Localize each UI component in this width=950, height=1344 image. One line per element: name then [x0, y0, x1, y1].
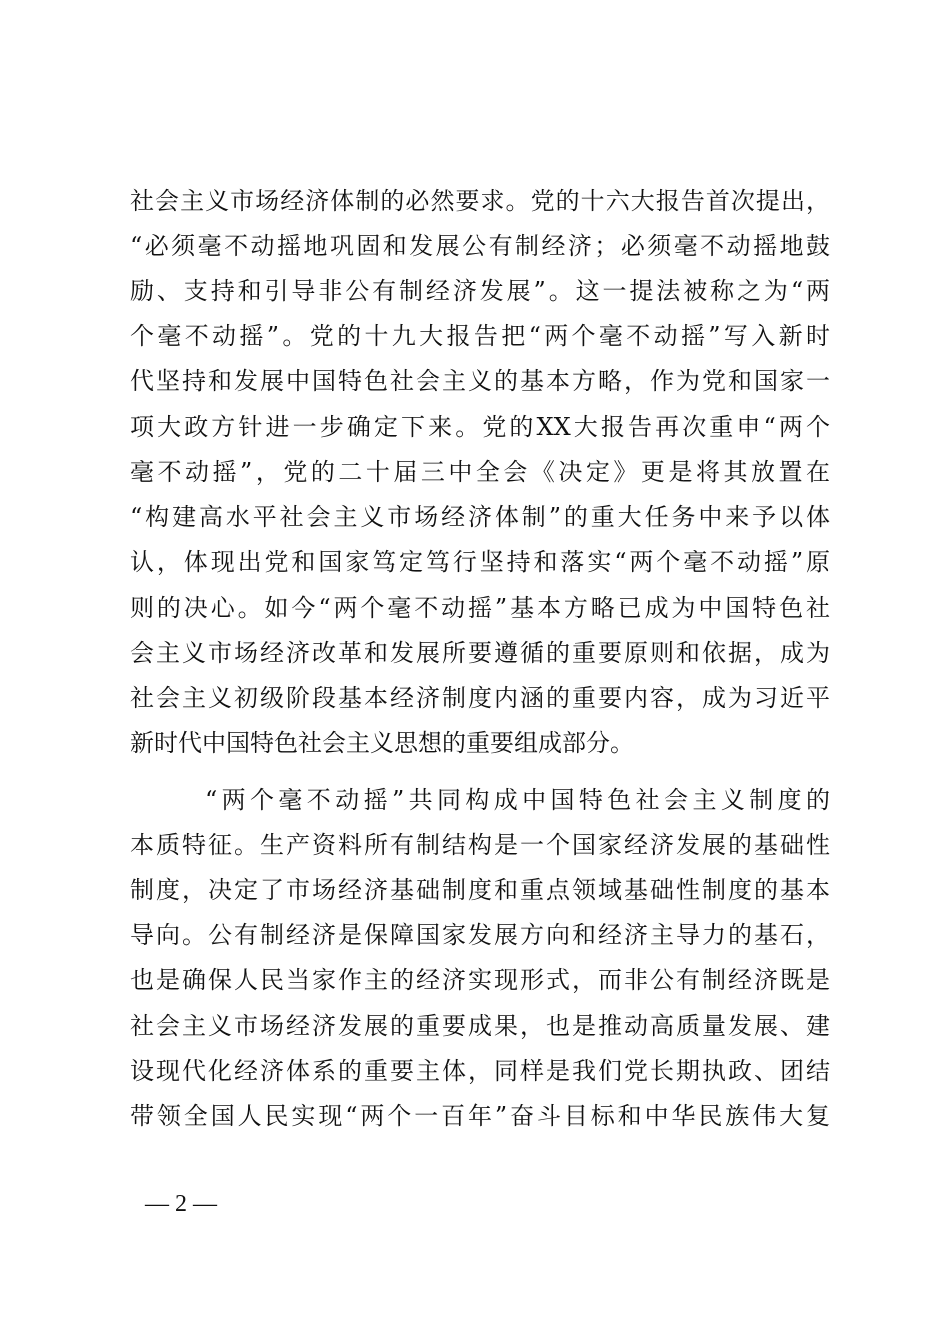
paragraph-1-line-6: 项大政方针进一步确定下来。党的XX大报告再次重申“两个 [130, 413, 830, 441]
paragraph-2-line-3: 制度，决定了市场经济基础制度和重点领域基础性制度的基本 [130, 876, 830, 904]
paragraph-1-line-3: 励、支持和引导非公有制经济发展”。这一提法被称之为“两 [130, 277, 830, 305]
paragraph-2-line-5: 也是确保人民当家作主的经济实现形式，而非公有制经济既是 [130, 966, 830, 994]
paragraph-2-line-6: 社会主义市场经济发展的重要成果，也是推动高质量发展、建 [130, 1012, 830, 1040]
paragraph-2-line-7: 设现代化经济体系的重要主体，同样是我们党长期执政、团结 [130, 1057, 830, 1085]
paragraph-1-line-12: 社会主义初级阶段基本经济制度内涵的重要内容，成为习近平 [130, 684, 830, 712]
paragraph-1-line-8: “构建高水平社会主义市场经济体制”的重大任务中来予以体 [130, 503, 830, 531]
paragraph-1-line-1: 社会主义市场经济体制的必然要求。党的十六大报告首次提出， [130, 187, 830, 215]
paragraph-2-line-1: “两个毫不动摇”共同构成中国特色社会主义制度的 [205, 786, 830, 814]
paragraph-1-line-4: 个毫不动摇”。党的十九大报告把“两个毫不动摇”写入新时 [130, 322, 830, 350]
paragraph-2-line-2: 本质特征。生产资料所有制结构是一个国家经济发展的基础性 [130, 831, 830, 859]
paragraph-1-line-2: “必须毫不动摇地巩固和发展公有制经济；必须毫不动摇地鼓 [130, 232, 830, 260]
paragraph-1-line-9: 认，体现出党和国家笃定笃行坚持和落实“两个毫不动摇”原 [130, 548, 830, 576]
paragraph-1-line-13: 新时代中国特色社会主义思想的重要组成部分。 [130, 729, 634, 757]
paragraph-1-line-5: 代坚持和发展中国特色社会主义的基本方略，作为党和国家一 [130, 367, 830, 395]
paragraph-2-line-4: 导向。公有制经济是保障国家发展方向和经济主导力的基石， [130, 921, 830, 949]
paragraph-2-line-8: 带领全国人民实现“两个一百年”奋斗目标和中华民族伟大复 [130, 1102, 830, 1130]
paragraph-1-line-11: 会主义市场经济改革和发展所要遵循的重要原则和依据，成为 [130, 639, 830, 667]
page-number: — 2 — [145, 1191, 217, 1217]
paragraph-1-line-7: 毫不动摇”，党的二十届三中全会《决定》更是将其放置在 [130, 458, 830, 486]
paragraph-1-line-10: 则的决心。如今“两个毫不动摇”基本方略已成为中国特色社 [130, 594, 830, 622]
